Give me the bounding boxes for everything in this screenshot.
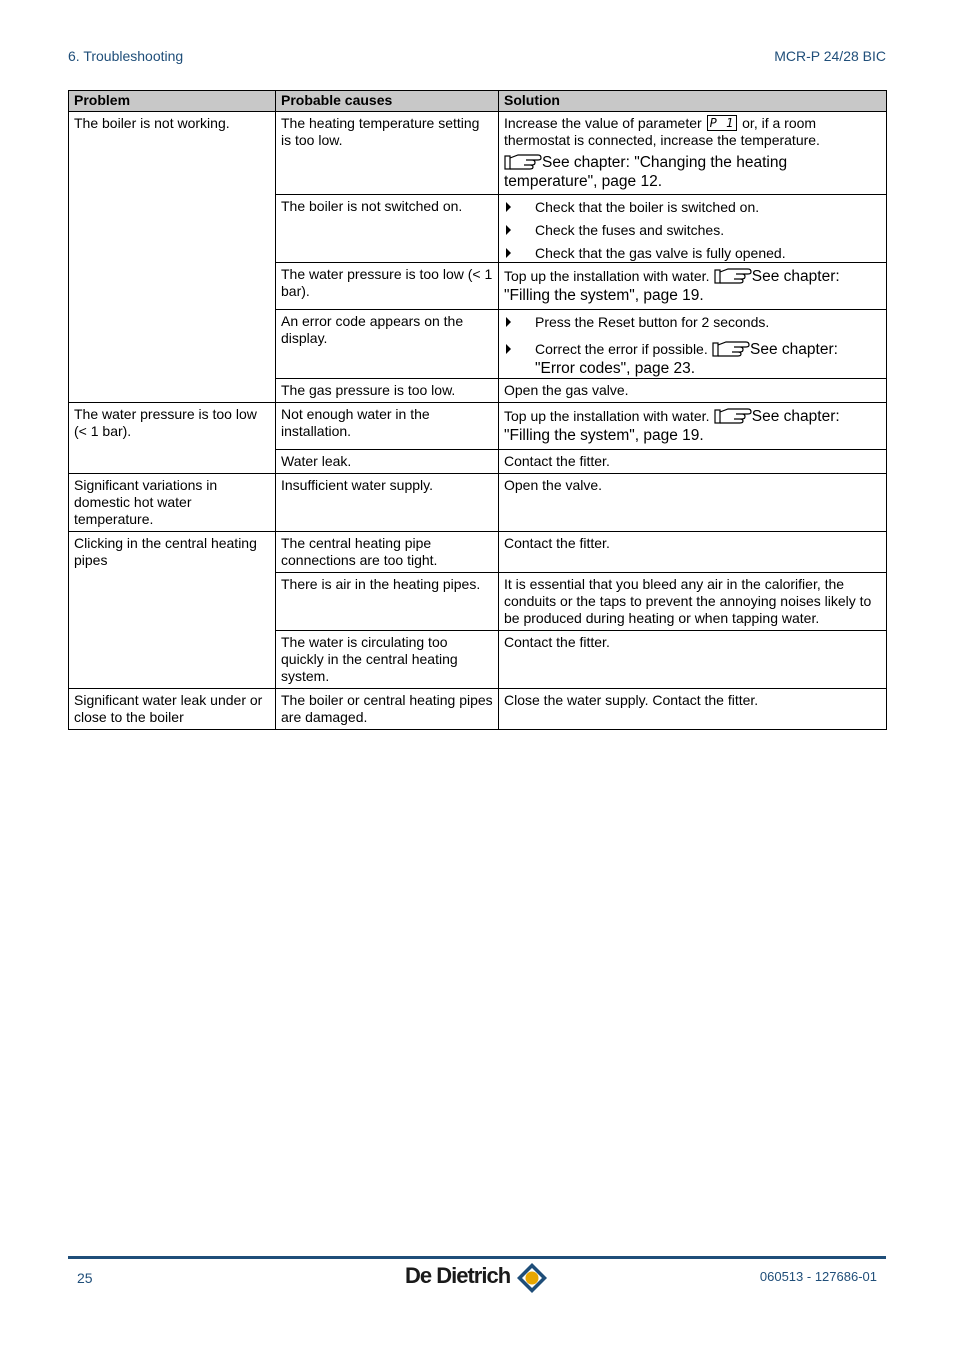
problem-cell: The boiler is not working.: [69, 112, 276, 403]
cause-cell: Water leak.: [276, 450, 499, 474]
parameter-display: P 1: [707, 115, 738, 131]
solution-cell: [499, 263, 887, 310]
cause-cell: The water pressure is too low (< 1 bar).: [276, 263, 499, 310]
cause-cell: Not enough water in the installation.: [276, 403, 499, 450]
solution-cell: [499, 112, 887, 195]
cause-cell: The heating temperature setting is too low.: [276, 112, 499, 195]
solution-text: Top up the installation with water.: [504, 268, 710, 284]
problem-cell: Clicking in the central heating pipes: [69, 532, 276, 689]
header-model: MCR-P 24/28 BIC: [774, 48, 886, 64]
solution-cell: [499, 195, 887, 263]
bullet-arrow-icon: [506, 248, 511, 258]
problem-cell: Significant water leak under or close to the boiler: [69, 689, 276, 730]
bullet-arrow-icon: [506, 202, 511, 212]
cause-cell: Insufficient water supply.: [276, 474, 499, 532]
check-list: [504, 199, 881, 262]
chapter-reference: See chapter: "Filling the system", page 19.: [504, 268, 840, 304]
solution-cell: Contact the fitter.: [499, 631, 887, 689]
hand-pointer-icon: [504, 152, 542, 171]
solution-cell: [499, 403, 887, 450]
header-section: 6. Troubleshooting: [68, 48, 184, 64]
cause-cell: An error code appears on the display.: [276, 310, 499, 379]
action-list: [504, 314, 881, 378]
cause-cell: The boiler or central heating pipes are damaged.: [276, 689, 499, 730]
bullet-arrow-icon: [506, 344, 511, 354]
document-reference: 060513 - 127686-01: [759, 1269, 877, 1284]
solution-cell: Contact the fitter.: [499, 450, 887, 474]
brand-name: De Dietrich: [405, 1263, 511, 1288]
list-item: Check that the gas valve is fully opened.: [504, 245, 881, 262]
de-dietrich-diamond-icon: [516, 1262, 548, 1294]
table-row: [69, 403, 887, 450]
hand-pointer-icon: [714, 266, 752, 285]
problem-cell: Significant variations in domestic hot water temperature.: [69, 474, 276, 532]
page-number: 25: [77, 1270, 93, 1286]
table-header-row: [69, 91, 887, 112]
solution-cell: It is essential that you bleed any air in the calorifier, the conduits or the taps to prevent the annoying noises likely to be produced during heating or when tapping water.: [499, 573, 887, 631]
bullet-arrow-icon: [506, 225, 511, 235]
solution-cell: Open the gas valve.: [499, 379, 887, 403]
troubleshooting-table: [68, 90, 887, 730]
problem-cell: The water pressure is too low (< 1 bar).: [69, 403, 276, 474]
table-row: [69, 112, 887, 195]
column-header-causes: Probable causes: [276, 91, 499, 112]
brand-logo: [405, 1262, 550, 1294]
cause-cell: The water is circulating too quickly in the central heating system.: [276, 631, 499, 689]
table-row: [69, 689, 887, 730]
hand-pointer-icon: [714, 406, 752, 425]
solution-cell: [499, 310, 887, 379]
solution-text: Top up the installation with water.: [504, 408, 710, 424]
solution-text: Increase the value of parameter: [504, 115, 702, 131]
chapter-reference: See chapter: "Changing the heating temperature", page 12.: [504, 154, 788, 190]
list-item: Check that the boiler is switched on.: [504, 199, 881, 216]
footer-rule: [68, 1256, 886, 1259]
list-item: Correct the error if possible. See chapter: "Error codes", page 23.: [504, 339, 881, 378]
column-header-problem: Problem: [69, 91, 276, 112]
column-header-solution: Solution: [499, 91, 887, 112]
solution-cell: Contact the fitter.: [499, 532, 887, 573]
solution-cell: Close the water supply. Contact the fitter.: [499, 689, 887, 730]
chapter-reference: See chapter: "Filling the system", page 19.: [504, 408, 840, 444]
chapter-reference: See chapter: "Error codes", page 23.: [535, 341, 838, 377]
solution-cell: Open the valve.: [499, 474, 887, 532]
list-item: Check the fuses and switches.: [504, 222, 881, 239]
table-row: [69, 532, 887, 573]
cause-cell: The boiler is not switched on.: [276, 195, 499, 263]
list-item: Press the Reset button for 2 seconds.: [504, 314, 881, 331]
hand-pointer-icon: [712, 339, 750, 358]
bullet-arrow-icon: [506, 317, 511, 327]
solution-text: or, if a room thermostat is connected, increase the temperature.: [504, 115, 820, 148]
cause-cell: The gas pressure is too low.: [276, 379, 499, 403]
cause-cell: The central heating pipe connections are too tight.: [276, 532, 499, 573]
cause-cell: There is air in the heating pipes.: [276, 573, 499, 631]
table-row: [69, 474, 887, 532]
